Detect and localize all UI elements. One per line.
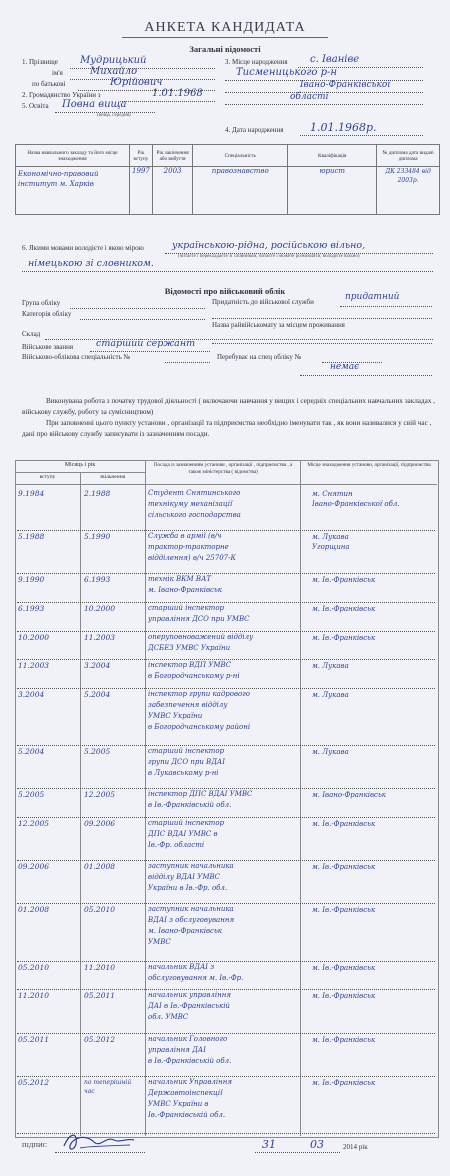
- work-location-line: м. Ів.-Франківськ: [312, 906, 376, 915]
- work-start-date: 3.2004: [18, 689, 45, 699]
- birthplace-line4: області: [290, 92, 329, 102]
- work-end-date: 05.2010: [84, 905, 116, 915]
- work-location-line: м. Ів.-Франківськ: [312, 604, 376, 613]
- work-position-line: ДАІ в Ів.-Франківській: [148, 1002, 230, 1011]
- work-position-line: старший інспектор: [148, 819, 225, 828]
- surname-label: 1. Прізвище: [22, 58, 58, 66]
- work-position-line: ВДАІ з обслуговування: [148, 916, 235, 925]
- commissariat-label: Назва райвійськомату за місцем проживання: [212, 321, 345, 329]
- edu-specialty: правознавство: [211, 167, 269, 175]
- work-location-line: м. Ів.-Франківськ: [312, 863, 376, 872]
- work-end-date: 05.2011: [84, 991, 116, 1001]
- work-location-line: м. Ів.-Франківськ: [312, 992, 376, 1001]
- work-position-line: начальник управління: [148, 991, 231, 1000]
- work-end-date: 5.1990: [84, 532, 111, 542]
- work-position-line: начальник ВДАІ з: [148, 962, 215, 971]
- edu-institution: Економічно-правовий інститут м. Харків: [18, 170, 99, 188]
- title-underline: [122, 37, 328, 38]
- education-note: (вища, середня): [97, 113, 131, 118]
- special-label: Перебуває на спец обліку №: [217, 353, 302, 361]
- birthplace-label: 3. Місце народження: [225, 58, 288, 66]
- languages-note: (читаєте і перекладаєте зі словником, читаєте і можете розмовляти, володієте вільно): [178, 254, 360, 259]
- work-position-line: інспектор ДПС ВДАІ УМВС: [148, 790, 253, 799]
- special-value: немає: [330, 362, 360, 372]
- work-position-line: Державтоінспекції: [148, 1088, 223, 1097]
- work-start-date: 09.2006: [18, 862, 50, 872]
- work-location-line: м. Ів.-Франківськ: [312, 576, 376, 585]
- work-position-line: групи ДСО при ВДАІ: [148, 758, 225, 767]
- rank-label: Військове звання: [22, 343, 74, 351]
- work-header-end: звільнення: [99, 474, 126, 480]
- work-location-line: м. Лукава: [312, 690, 349, 699]
- work-position-line: технік ВКМ ВАТ: [148, 575, 212, 584]
- work-start-date: 9.1984: [18, 489, 45, 498]
- instructions-p2: При заповненні цього пункту установи , організації та підприємства необхідно іменувати так , як вони називалися у свій час , дані про військову службу записувати із зазначенням посади.: [22, 419, 432, 438]
- work-location-line: м. Івано-Франківськ: [312, 791, 386, 800]
- work-position-line: обл. УМВС: [148, 1013, 189, 1022]
- work-header-month-year: Місяць і рік: [64, 462, 96, 468]
- work-start-date: 11.2010: [18, 991, 50, 1001]
- work-start-date: 6.1993: [18, 603, 45, 613]
- work-position-line: в Богородчанському районі: [148, 722, 251, 731]
- work-position-line: інспектор ВДП УМВС: [148, 661, 232, 670]
- edu-header-qualification: Кваліфікація: [288, 145, 377, 167]
- edu-end: 2003: [163, 167, 182, 175]
- birthplace-line2: Тисменицького р-н: [236, 67, 337, 78]
- work-end-date: 6.1993: [84, 575, 111, 585]
- work-header-location: Місце знаходження установи, організації, підприємства: [307, 462, 431, 468]
- patronymic-label: по батькові: [32, 80, 66, 88]
- work-start-date: 12.2005: [18, 819, 50, 829]
- work-position-line: старший інспектор: [148, 747, 225, 756]
- work-position-line: відділу ВДАІ УМВС: [148, 873, 221, 882]
- work-position-line: м. Івано-Франківськ: [148, 586, 222, 595]
- edu-qualification: юрист: [319, 167, 346, 175]
- work-start-date: 5.2005: [18, 790, 45, 800]
- work-position-line: технікуму механізації: [148, 500, 233, 508]
- work-position-line: начальник Управління: [148, 1077, 232, 1086]
- work-position-line: УМВС України в: [148, 1099, 209, 1108]
- work-end-date: 11.2003: [84, 632, 116, 642]
- work-end-date: 3.2004: [84, 661, 111, 671]
- work-location-line: м. Лукава: [312, 748, 349, 757]
- languages-value-line1: українською-рідна, російською вільно,: [172, 240, 366, 251]
- languages-value-line2: німецькою зі словником.: [28, 258, 154, 269]
- edu-start: 1997: [131, 167, 150, 175]
- work-position-line: України в Ів.-Фр. обл.: [148, 884, 228, 893]
- work-end-date: 5.2004: [84, 689, 111, 699]
- surname-value: Мудрицький: [80, 55, 147, 66]
- work-end-date: 01.2008: [84, 862, 116, 872]
- work-position-line: в Ів.-Франківській обл.: [148, 801, 232, 810]
- citizenship-label: 2. Громадянство України з: [22, 91, 101, 99]
- specialty-label: Військово-облікова спеціальність №: [22, 353, 131, 361]
- table-row: [16, 167, 440, 215]
- edu-header-end: Рік закінчення або вибуття: [152, 145, 193, 167]
- name-value: Михайло: [90, 66, 138, 77]
- work-position-line: Ів.-Франківській обл.: [148, 1110, 226, 1119]
- birthplace-line3: Івано-Франківської: [300, 80, 391, 90]
- work-location-line: м. Ів.-Франківськ: [312, 963, 376, 972]
- general-heading: Загальні відомості: [189, 44, 261, 54]
- work-position-line: відділення) в/ч 25707-К: [148, 554, 236, 563]
- date-day: 31: [262, 1138, 276, 1151]
- work-position-line: управління ДАІ: [148, 1045, 206, 1054]
- work-start-date: 05.2010: [18, 962, 50, 972]
- work-position-line: Служба в армії (в/ч: [148, 532, 222, 541]
- group-label: Група обліку: [22, 299, 61, 307]
- work-position-line: в Лукавському р-ні: [148, 769, 219, 778]
- work-position-line: управління ДСО при УМВС: [148, 614, 250, 623]
- edu-header-institution: Назва навчального закладу та його місце знаходження: [16, 145, 130, 167]
- work-end-date: 12.2005: [84, 790, 116, 800]
- work-location-line: м. Лукава: [312, 662, 349, 671]
- work-position-line: забезпечення відділу: [148, 700, 228, 709]
- work-position-line: старший інспектор: [148, 603, 225, 612]
- work-end-date: 10.2000: [84, 603, 116, 613]
- category-label: Категорія обліку: [22, 310, 72, 318]
- work-position-line: інспектор групи кадрового: [148, 689, 251, 698]
- work-position-line: оперуповноважений відділу: [148, 632, 254, 641]
- work-location-line: Угорщина: [312, 543, 350, 552]
- work-position-line: заступник начальника: [148, 905, 234, 914]
- edu-header-diploma: № диплома дата видачі диплома: [377, 145, 440, 167]
- date-month: 03: [310, 1138, 324, 1151]
- work-end-date: 11.2010: [84, 962, 116, 972]
- work-header-position: Посада із зазначенням установи , організації , підприємства , а також міністерства ( відомства): [153, 462, 293, 475]
- work-location-line: м. Снятин: [312, 490, 353, 498]
- work-location-line: Івано-Франківської обл.: [312, 500, 400, 508]
- work-location-line: м. Ів.-Франківськ: [312, 820, 376, 829]
- work-start-date: 11.2003: [18, 661, 50, 671]
- instructions-p1: Виконувана робота з початку трудової діяльності ( включаючи навчання у вищих і середніх спеціальних навчальних закладах , військову службу, роботу за сумісництвом): [22, 397, 436, 416]
- work-position-line: в Богородчанському р-ні: [148, 672, 240, 681]
- edu-header-start: Рік вступу: [129, 145, 152, 167]
- form-title: АНКЕТА КАНДИДАТА: [144, 20, 306, 35]
- name-label: ім'я: [52, 69, 63, 77]
- military-heading: Відомості про військовий облік: [164, 286, 286, 296]
- education-label: 5. Освіта: [22, 102, 49, 110]
- birthplace-line1: с. Іваніве: [310, 54, 360, 65]
- birthdate-value: 1.01.1968р.: [310, 121, 377, 134]
- work-end-date: 2.1988: [84, 489, 111, 498]
- work-position-line: обслуговування м. Ів.-Фр.: [148, 973, 244, 982]
- work-position-line: заступник начальника: [148, 862, 234, 871]
- work-position-line: Ів.-Фр. області: [148, 841, 205, 850]
- work-start-date: 10.2000: [18, 632, 50, 642]
- work-location-line: м. Ів.-Франківськ: [312, 1035, 376, 1044]
- work-end-date: 05.2012: [84, 1034, 116, 1044]
- work-location-line: м. Ів.-Франківськ: [312, 633, 376, 642]
- work-start-date: 9.1990: [18, 575, 45, 585]
- work-start-date: 01.2008: [18, 905, 50, 915]
- work-position-line: начальник Головного: [148, 1034, 228, 1043]
- education-value: Повна вища: [62, 99, 127, 110]
- work-end-date: по теперішній час: [84, 1078, 132, 1095]
- work-position-line: Студент Снятинського: [148, 489, 241, 497]
- patronymic-value: Юрійович: [110, 77, 163, 88]
- languages-label: 6. Якими мовами володієте і якою мірою: [22, 244, 144, 252]
- signature-label: ПІДПИС: [22, 1142, 48, 1149]
- work-end-date: 5.2005: [84, 747, 111, 757]
- work-position-line: УМВС: [148, 938, 171, 947]
- work-position-line: сільського господарства: [148, 511, 241, 519]
- fitness-value: придатний: [345, 292, 400, 302]
- work-location-line: м. Ів.-Франківськ: [312, 1078, 376, 1087]
- work-position-line: ДСБЕЗ УМВС України: [148, 643, 231, 652]
- edu-header-specialty: Спеціальність: [193, 145, 288, 167]
- rank-value: старший сержант: [96, 338, 196, 349]
- work-position-line: м. Івано-Франківськ: [148, 927, 222, 936]
- work-start-date: 5.1988: [18, 532, 45, 542]
- birthdate-label: 4. Дата народження: [225, 126, 284, 134]
- work-header-start: вступу: [39, 474, 56, 480]
- fitness-label: Придатність до військової служби: [212, 298, 314, 306]
- work-location-line: м. Лукава: [312, 533, 349, 542]
- citizenship-value: 1.01.1968: [152, 88, 203, 99]
- work-end-date: 09.2006: [84, 819, 116, 829]
- work-start-date: 05.2012: [18, 1077, 50, 1087]
- staff-label: Склад: [22, 330, 41, 338]
- education-table: [15, 144, 440, 215]
- work-position-line: ДПС ВДАІ УМВС в: [148, 830, 218, 839]
- work-position-line: трактор-тракторне: [148, 543, 229, 552]
- work-position-line: УМВС України: [148, 711, 203, 720]
- work-start-date: 05.2011: [18, 1034, 50, 1044]
- date-year: 2014 рік: [343, 1143, 368, 1151]
- work-start-date: 5.2004: [18, 747, 45, 757]
- work-position-line: в Ів.-Франківській обл.: [148, 1056, 232, 1065]
- edu-diploma: ДК 233484 від 2003р.: [385, 168, 431, 184]
